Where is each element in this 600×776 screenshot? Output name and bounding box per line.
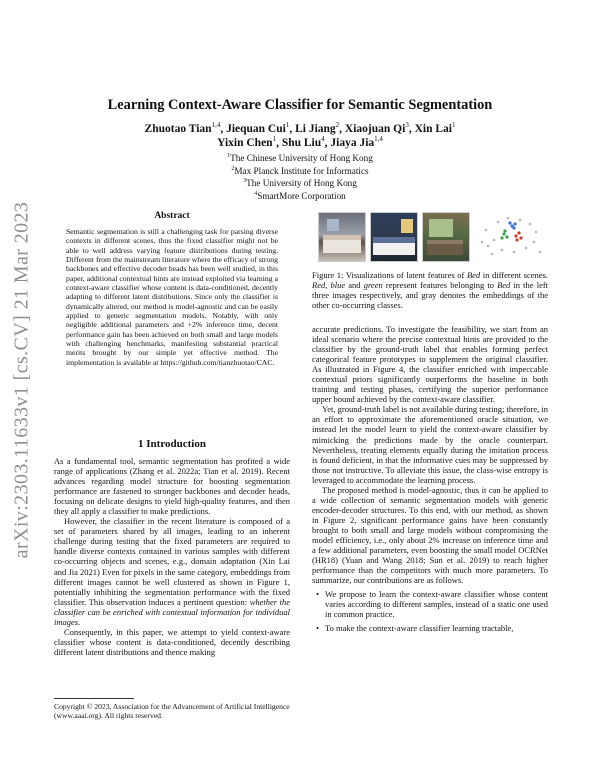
affiliation: $^4$SmartMore Corporation xyxy=(254,190,346,202)
author: Xin Lai xyxy=(414,122,452,135)
copyright-footnote: Copyright © 2023, Association for the Advancement of Artificial Intelligence (www.aaai.org). All rights reserved. xyxy=(54,702,290,720)
bedroom-photo-2 xyxy=(370,212,418,262)
author: Jiequan Cui xyxy=(226,122,286,135)
abstract-body: Semantic segmentation is still a challenging task for parsing diverse contexts in different scenes, thus the fixed classifier might not be able to well address varying feature distributions during testing. Different from the mainstream literature where the efficacy of strong backbones and effective decoder heads has been well studied, in this paper, additional contextual hints are instead exploited via learning a context-aware classifier whose content is data-conditioned, decently adapting to different latent distributions. Since only the classifier is dynamically altered, our method is model-agnostic and can be easily applied to generic segmentation models. Notably, with only negligible additional parameters and +2% inference time, decent performance gain has been achieved on both small and large models with challenging benchmarks, manifesting substantial practical merits brought by our simple yet effective method. The implementation is available at https://github.com/tianzhuotao/CAC. xyxy=(66,227,278,367)
arxiv-id: arXiv:2303.11633v1 [cs.CV] 21 Mar 2023 xyxy=(10,201,33,559)
paragraph: Consequently, in this paper, we attempt to yield context-aware classifier whose content is data-conditioned, decently describing different latent distributions and thence making xyxy=(54,626,290,657)
author: Jiaya Jia xyxy=(330,136,375,149)
section-heading-introduction: 1 Introduction xyxy=(138,438,206,450)
arxiv-stamp xyxy=(2,145,42,615)
left-column-body xyxy=(54,456,290,657)
paragraph: The proposed method is model-agnostic, thus it can be applied to a wide collection of semantic segmentation models with generic encoder-decoder structures. To this end, with our method, as shown in Figure 2, significant performance gains have been constantly brought to both small and large models without compromising the model efficiency, i.e., only about 2% increase on inference time and a few additional parameters, even boosting the small model OCRNet (HR18) (Yuan and Wang 2018; Sun et al. 2019) to reach higher performance than the competitors with much more parameters. To summarize, our contributions are as follows. xyxy=(312,484,548,586)
list-item: • To make the context-aware classifier learning tractable, xyxy=(325,623,548,633)
author: Zhuotao Tian xyxy=(144,122,212,135)
footnote-rule xyxy=(54,698,134,699)
author: Xiaojuan Qi xyxy=(344,122,406,135)
author: Li Jiang xyxy=(295,122,336,135)
paragraph: accurate predictions. To investigate the feasibility, we start from an ideal scenario where the precise contextual hints are provided to the classifier by the ground-truth label that enables forming perfect categorical feature prototypes to supplement the original classifier. As illustrated in Figure 4, the classifier enriched with impeccable contextual priors significantly outperforms the baseline in both training and testing phases, certifying the superior performance upper bound achieved by the context-aware classifier. xyxy=(312,324,548,405)
bedroom-photo-3 xyxy=(422,212,470,262)
paragraph: Yet, ground-truth label is not available during testing; therefore, in an effort to approximate the aforementioned oracle situation, we instead let the model learn to yield the context-aware classifier by mimicking the predictions made by the oracle counterpart. Nevertheless, treating elements equally during the imitation process is found deficient, in that the informative cues may be suppressed by those not instructive. To alleviate this issue, the class-wise entropy is leveraged to accommodate the learning process. xyxy=(312,404,548,485)
affiliations xyxy=(0,151,600,202)
paper-title: Learning Context-Aware Classifier for Semantic Segmentation xyxy=(107,97,493,113)
bedroom-photo-1 xyxy=(318,212,366,262)
author: Shu Liu xyxy=(281,136,322,149)
list-item: • We propose to learn the context-aware classifier whose content varies according to different samples, instead of a static one used in common practice. xyxy=(325,589,548,619)
figure-1 xyxy=(312,212,548,262)
contribution-list xyxy=(312,589,548,633)
italic-question: whether the classifier can be enriched with contextual information for individual images. xyxy=(54,596,290,627)
affiliation: $^3$The University of Hong Kong xyxy=(243,178,357,189)
abstract-heading: Abstract xyxy=(154,211,190,221)
authors-line-1: Zhuotao Tian$^{1,4}$, Jiequan Cui$^1$, Li Jiang$^2$, Xiaojuan Qi$^3$, Xin Lai$^1$ xyxy=(144,121,456,135)
feature-scatter-plot xyxy=(474,212,544,260)
paragraph: However, the classifier in the recent literature is composed of a set of parameters shared by all images, leading to an inherent challenge during testing that the fixed parameters are required to handle diverse contexts contained in various samples with different co-occurring objects and scenes, e.g., domain adaptation (Xin Lai and Jia 2021) Even for pixels in the same category, embeddings from different images cannot be well clustered as shown in Figure 1, potentially inhibiting the segmentation performance with the fixed classifier. This observation induces a pertinent question: whether the classifier can be enriched with contextual information for individual images. xyxy=(54,516,290,627)
right-column-body xyxy=(312,324,548,633)
author: Yixin Chen xyxy=(217,136,273,149)
affiliation: $^1$The Chinese University of Hong Kong xyxy=(227,153,373,164)
paragraph: As a fundamental tool, semantic segmentation has profited a wide range of applications (Zhang et al. 2022a; Tian et al. 2019). Recent advances regarding model structure for boosting segmentation performance are fastened to stronger backbones and decoder heads, focusing on delicate designs to yield high-quality features, and then they all apply a classifier to make predictions. xyxy=(54,456,290,517)
figure-1-caption: Figure 1: Visualizations of latent features of Bed in different scenes. Red, blue and green represent features belonging to Bed in the left three images respectively, and gray denotes the embeddings of the other co-occurring classes. xyxy=(312,270,549,311)
authors-line-2: Yixin Chen$^1$, Shu Liu$^4$, Jiaya Jia$^{1,4}$ xyxy=(217,135,383,149)
affiliation: $^2$Max Planck Institute for Informatics xyxy=(231,165,369,176)
